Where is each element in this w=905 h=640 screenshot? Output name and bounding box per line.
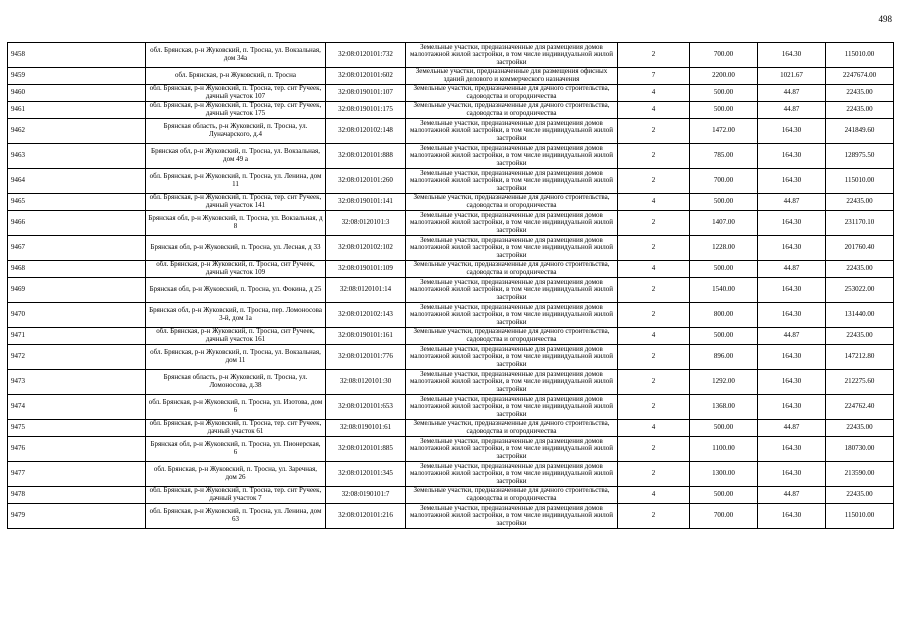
table-row [8,85,894,102]
cadastral-number-cell: 32:08:0120101:216 [326,504,406,529]
area-cell: 500.00 [690,328,758,345]
cadastral-value-cell: 212275.60 [826,370,894,395]
address-cell: Брянская обл, р-н Жуковский, п. Тросна, ул. Фокина, д 25 [146,278,326,303]
specific-value-cell: 164.30 [758,303,826,328]
cadastral-number-cell: 32:08:0120101:885 [326,437,406,462]
row-number-cell: 9475 [8,420,146,437]
group-cell: 4 [618,328,690,345]
group-cell: 4 [618,261,690,278]
row-number-cell: 9459 [8,68,146,85]
address-cell: обл. Брянская, р-н Жуковский, п. Тросна, снт Ручеек, дачный участок 161 [146,328,326,345]
area-cell: 500.00 [690,261,758,278]
specific-value-cell: 1021.67 [758,68,826,85]
land-use-category-cell: Земельные участки, предназначенные для размещения домов малоэтажной жилой застройки, в том числе индивидуальной жилой застройки [406,211,618,236]
land-use-category-cell: Земельные участки, предназначенные для дачного строительства, садоводства и огородничества [406,487,618,504]
area-cell: 500.00 [690,194,758,211]
address-cell: Брянская обл, р-н Жуковский, п. Тросна, ул. Вокзальная, д 8 [146,211,326,236]
row-number-cell: 9467 [8,236,146,261]
group-cell: 4 [618,194,690,211]
land-use-category-cell: Земельные участки, предназначенные для размещения домов малоэтажной жилой застройки, в том числе индивидуальной жилой застройки [406,278,618,303]
table-row [8,328,894,345]
group-cell: 7 [618,68,690,85]
row-number-cell: 9465 [8,194,146,211]
row-number-cell: 9469 [8,278,146,303]
area-cell: 500.00 [690,85,758,102]
row-number-cell: 9471 [8,328,146,345]
specific-value-cell: 164.30 [758,211,826,236]
row-number-cell: 9476 [8,437,146,462]
address-cell: обл. Брянская, р-н Жуковский, п. Тросна [146,68,326,85]
cadastral-value-cell: 128975.50 [826,144,894,169]
area-cell: 896.00 [690,345,758,370]
cadastral-number-cell: 32:08:0190101:61 [326,420,406,437]
group-cell: 4 [618,85,690,102]
cadastral-value-cell: 115010.00 [826,43,894,68]
row-number-cell: 9462 [8,119,146,144]
land-use-category-cell: Земельные участки, предназначенные для дачного строительства, садоводства и огородничества [406,102,618,119]
address-cell: обл. Брянская, р-н Жуковский, п. Тросна, тер. снт Ручеек, дачный участок 107 [146,85,326,102]
group-cell: 2 [618,504,690,529]
table-row [8,487,894,504]
land-use-category-cell: Земельные участки, предназначенные для размещения домов малоэтажной жилой застройки, в том числе индивидуальной жилой застройки [406,370,618,395]
area-cell: 1292.00 [690,370,758,395]
group-cell: 4 [618,420,690,437]
area-cell: 785.00 [690,144,758,169]
table-row [8,169,894,194]
table-row [8,278,894,303]
cadastral-value-cell: 22435.00 [826,85,894,102]
group-cell: 2 [618,370,690,395]
area-cell: 500.00 [690,102,758,119]
cadastral-number-cell: 32:08:0190101:141 [326,194,406,211]
group-cell: 4 [618,487,690,504]
group-cell: 2 [618,437,690,462]
specific-value-cell: 164.30 [758,504,826,529]
cadastral-value-cell: 2247674.00 [826,68,894,85]
area-cell: 1407.00 [690,211,758,236]
specific-value-cell: 164.30 [758,43,826,68]
row-number-cell: 9479 [8,504,146,529]
cadastral-value-cell: 115010.00 [826,504,894,529]
address-cell: обл. Брянская, р-н Жуковский, п. Тросна, ул. Ленина, дом 11 [146,169,326,194]
cadastral-number-cell: 32:08:0120101:732 [326,43,406,68]
row-number-cell: 9458 [8,43,146,68]
address-cell: обл. Брянская, р-н Жуковский, п. Тросна, тер. снт Ручеек, дачный участок 175 [146,102,326,119]
specific-value-cell: 44.87 [758,102,826,119]
table-row [8,261,894,278]
specific-value-cell: 44.87 [758,261,826,278]
cadastral-number-cell: 32:08:0120101:14 [326,278,406,303]
cadastral-number-cell: 32:08:0120101:653 [326,395,406,420]
row-number-cell: 9466 [8,211,146,236]
table-row [8,395,894,420]
address-cell: обл. Брянская, р-н Жуковский, п. Тросна, тер. снт Ручеек, дачный участок 7 [146,487,326,504]
specific-value-cell: 164.30 [758,278,826,303]
row-number-cell: 9473 [8,370,146,395]
cadastral-number-cell: 32:08:0120101:602 [326,68,406,85]
cadastral-value-cell: 22435.00 [826,102,894,119]
row-number-cell: 9464 [8,169,146,194]
table-row [8,303,894,328]
land-use-category-cell: Земельные участки, предназначенные для размещения домов малоэтажной жилой застройки, в том числе индивидуальной жилой застройки [406,43,618,68]
land-use-category-cell: Земельные участки, предназначенные для размещения домов малоэтажной жилой застройки, в том числе индивидуальной жилой застройки [406,504,618,529]
group-cell: 2 [618,144,690,169]
table-row [8,144,894,169]
area-cell: 1368.00 [690,395,758,420]
table-row [8,211,894,236]
cadastral-number-cell: 32:08:0190101:107 [326,85,406,102]
cadastral-value-cell: 253022.00 [826,278,894,303]
cadastral-value-cell: 22435.00 [826,420,894,437]
specific-value-cell: 44.87 [758,194,826,211]
cadastral-value-cell: 115010.00 [826,169,894,194]
table-row [8,119,894,144]
cadastral-number-cell: 32:08:0120101:3 [326,211,406,236]
cadastral-value-cell: 22435.00 [826,487,894,504]
cadastral-number-cell: 32:08:0120102:148 [326,119,406,144]
row-number-cell: 9463 [8,144,146,169]
table-row [8,102,894,119]
group-cell: 2 [618,43,690,68]
area-cell: 2200.00 [690,68,758,85]
cadastral-value-cell: 22435.00 [826,261,894,278]
area-cell: 700.00 [690,169,758,194]
cadastral-number-cell: 32:08:0120101:888 [326,144,406,169]
cadastral-number-cell: 32:08:0120101:260 [326,169,406,194]
land-use-category-cell: Земельные участки, предназначенные для размещения домов малоэтажной жилой застройки, в том числе индивидуальной жилой застройки [406,395,618,420]
cadastral-number-cell: 32:08:0190101:175 [326,102,406,119]
cadastral-value-cell: 201760.40 [826,236,894,261]
table-row [8,504,894,529]
address-cell: Брянская область, р-н Жуковский, п. Тросна, ул. Ломоносова, д.38 [146,370,326,395]
group-cell: 2 [618,211,690,236]
cadastral-number-cell: 32:08:0120102:143 [326,303,406,328]
cadastral-number-cell: 32:08:0190101:7 [326,487,406,504]
land-use-category-cell: Земельные участки, предназначенные для размещения офисных зданий делового и коммерческого назначения [406,68,618,85]
group-cell: 2 [618,345,690,370]
row-number-cell: 9468 [8,261,146,278]
address-cell: обл. Брянская, р-н Жуковский, п. Тросна, тер. снт Ручеек, дачный участок 141 [146,194,326,211]
cadastral-value-cell: 22435.00 [826,328,894,345]
specific-value-cell: 164.30 [758,395,826,420]
table-row [8,68,894,85]
area-cell: 700.00 [690,504,758,529]
cadastral-value-cell: 231170.10 [826,211,894,236]
specific-value-cell: 164.30 [758,236,826,261]
cadastral-value-cell: 241849.60 [826,119,894,144]
table-row [8,43,894,68]
cadastral-value-table [7,42,894,529]
cadastral-value-cell: 147212.80 [826,345,894,370]
cadastral-number-cell: 32:08:0190101:109 [326,261,406,278]
cadastral-number-cell: 32:08:0120101:30 [326,370,406,395]
table-row [8,437,894,462]
specific-value-cell: 44.87 [758,420,826,437]
area-cell: 500.00 [690,487,758,504]
address-cell: обл. Брянская, р-н Жуковский, п. Тросна, ул. Заречная, дом 26 [146,462,326,487]
land-use-category-cell: Земельные участки, предназначенные для размещения домов малоэтажной жилой застройки, в том числе индивидуальной жилой застройки [406,169,618,194]
row-number-cell: 9477 [8,462,146,487]
row-number-cell: 9460 [8,85,146,102]
group-cell: 2 [618,303,690,328]
page-number: 498 [878,14,892,24]
cadastral-number-cell: 32:08:0190101:161 [326,328,406,345]
land-use-category-cell: Земельные участки, предназначенные для размещения домов малоэтажной жилой застройки, в том числе индивидуальной жилой застройки [406,345,618,370]
table-body [8,43,894,529]
group-cell: 2 [618,169,690,194]
address-cell: обл. Брянская, р-н Жуковский, п. Тросна, ул. Изотова, дом 6 [146,395,326,420]
area-cell: 800.00 [690,303,758,328]
table-row [8,420,894,437]
address-cell: Брянская область, р-н Жуковский, п. Тросна, ул. Луначарского, д.4 [146,119,326,144]
cadastral-number-cell: 32:08:0120102:102 [326,236,406,261]
land-use-category-cell: Земельные участки, предназначенные для размещения домов малоэтажной жилой застройки, в том числе индивидуальной жилой застройки [406,462,618,487]
address-cell: Брянская обл, р-н Жуковский, п. Тросна, ул. Лесная, д 33 [146,236,326,261]
address-cell: обл. Брянская, р-н Жуковский, п. Тросна, ул. Ленина, дом 63 [146,504,326,529]
specific-value-cell: 44.87 [758,85,826,102]
table-row [8,194,894,211]
cadastral-number-cell: 32:08:0120101:345 [326,462,406,487]
table-row [8,236,894,261]
area-cell: 1300.00 [690,462,758,487]
specific-value-cell: 164.30 [758,462,826,487]
group-cell: 4 [618,102,690,119]
cadastral-value-cell: 180730.00 [826,437,894,462]
group-cell: 2 [618,462,690,487]
land-use-category-cell: Земельные участки, предназначенные для дачного строительства, садоводства и огородничества [406,420,618,437]
row-number-cell: 9478 [8,487,146,504]
land-use-category-cell: Земельные участки, предназначенные для размещения домов малоэтажной жилой застройки, в том числе индивидуальной жилой застройки [406,119,618,144]
specific-value-cell: 164.30 [758,119,826,144]
group-cell: 2 [618,395,690,420]
group-cell: 2 [618,278,690,303]
cadastral-value-cell: 224762.40 [826,395,894,420]
cadastral-value-cell: 22435.00 [826,194,894,211]
land-use-category-cell: Земельные участки, предназначенные для размещения домов малоэтажной жилой застройки, в том числе индивидуальной жилой застройки [406,236,618,261]
land-use-category-cell: Земельные участки, предназначенные для дачного строительства, садоводства и огородничества [406,261,618,278]
cadastral-value-cell: 213590.00 [826,462,894,487]
address-cell: Брянская обл, р-н Жуковский, п. Тросна, ул. Вокзальная, дом 49 а [146,144,326,169]
row-number-cell: 9470 [8,303,146,328]
specific-value-cell: 164.30 [758,437,826,462]
address-cell: Брянская обл, р-н Жуковский, п. Тросна, ул. Пионерская, 6 [146,437,326,462]
area-cell: 1228.00 [690,236,758,261]
area-cell: 1472.00 [690,119,758,144]
specific-value-cell: 164.30 [758,144,826,169]
land-use-category-cell: Земельные участки, предназначенные для дачного строительства, садоводства и огородничества [406,328,618,345]
address-cell: обл. Брянская, р-н Жуковский, п. Тросна, тер. снт Ручеек, дачный участок 61 [146,420,326,437]
row-number-cell: 9461 [8,102,146,119]
address-cell: Брянская обл, р-н Жуковский, п. Тросна, пер. Ломоносова 3-й, дом 1а [146,303,326,328]
address-cell: обл. Брянская, р-н Жуковский, п. Тросна, ул. Вокзальная, дом 34а [146,43,326,68]
land-use-category-cell: Земельные участки, предназначенные для размещения домов малоэтажной жилой застройки, в том числе индивидуальной жилой застройки [406,144,618,169]
cadastral-number-cell: 32:08:0120101:776 [326,345,406,370]
specific-value-cell: 44.87 [758,487,826,504]
table-row [8,345,894,370]
row-number-cell: 9474 [8,395,146,420]
land-use-category-cell: Земельные участки, предназначенные для размещения домов малоэтажной жилой застройки, в том числе индивидуальной жилой застройки [406,303,618,328]
address-cell: обл. Брянская, р-н Жуковский, п. Тросна, ул. Вокзальная, дом 11 [146,345,326,370]
specific-value-cell: 164.30 [758,370,826,395]
area-cell: 1540.00 [690,278,758,303]
group-cell: 2 [618,119,690,144]
cadastral-value-cell: 131440.00 [826,303,894,328]
row-number-cell: 9472 [8,345,146,370]
land-use-category-cell: Земельные участки, предназначенные для дачного строительства, садоводства и огородничества [406,194,618,211]
land-use-category-cell: Земельные участки, предназначенные для размещения домов малоэтажной жилой застройки, в том числе индивидуальной жилой застройки [406,437,618,462]
area-cell: 500.00 [690,420,758,437]
group-cell: 2 [618,236,690,261]
table-row [8,370,894,395]
specific-value-cell: 164.30 [758,169,826,194]
table-row [8,462,894,487]
specific-value-cell: 164.30 [758,345,826,370]
area-cell: 1100.00 [690,437,758,462]
area-cell: 700.00 [690,43,758,68]
specific-value-cell: 44.87 [758,328,826,345]
address-cell: обл. Брянская, р-н Жуковский, п. Тросна, снт Ручеек, дачный участок 109 [146,261,326,278]
land-use-category-cell: Земельные участки, предназначенные для дачного строительства, садоводства и огородничества [406,85,618,102]
